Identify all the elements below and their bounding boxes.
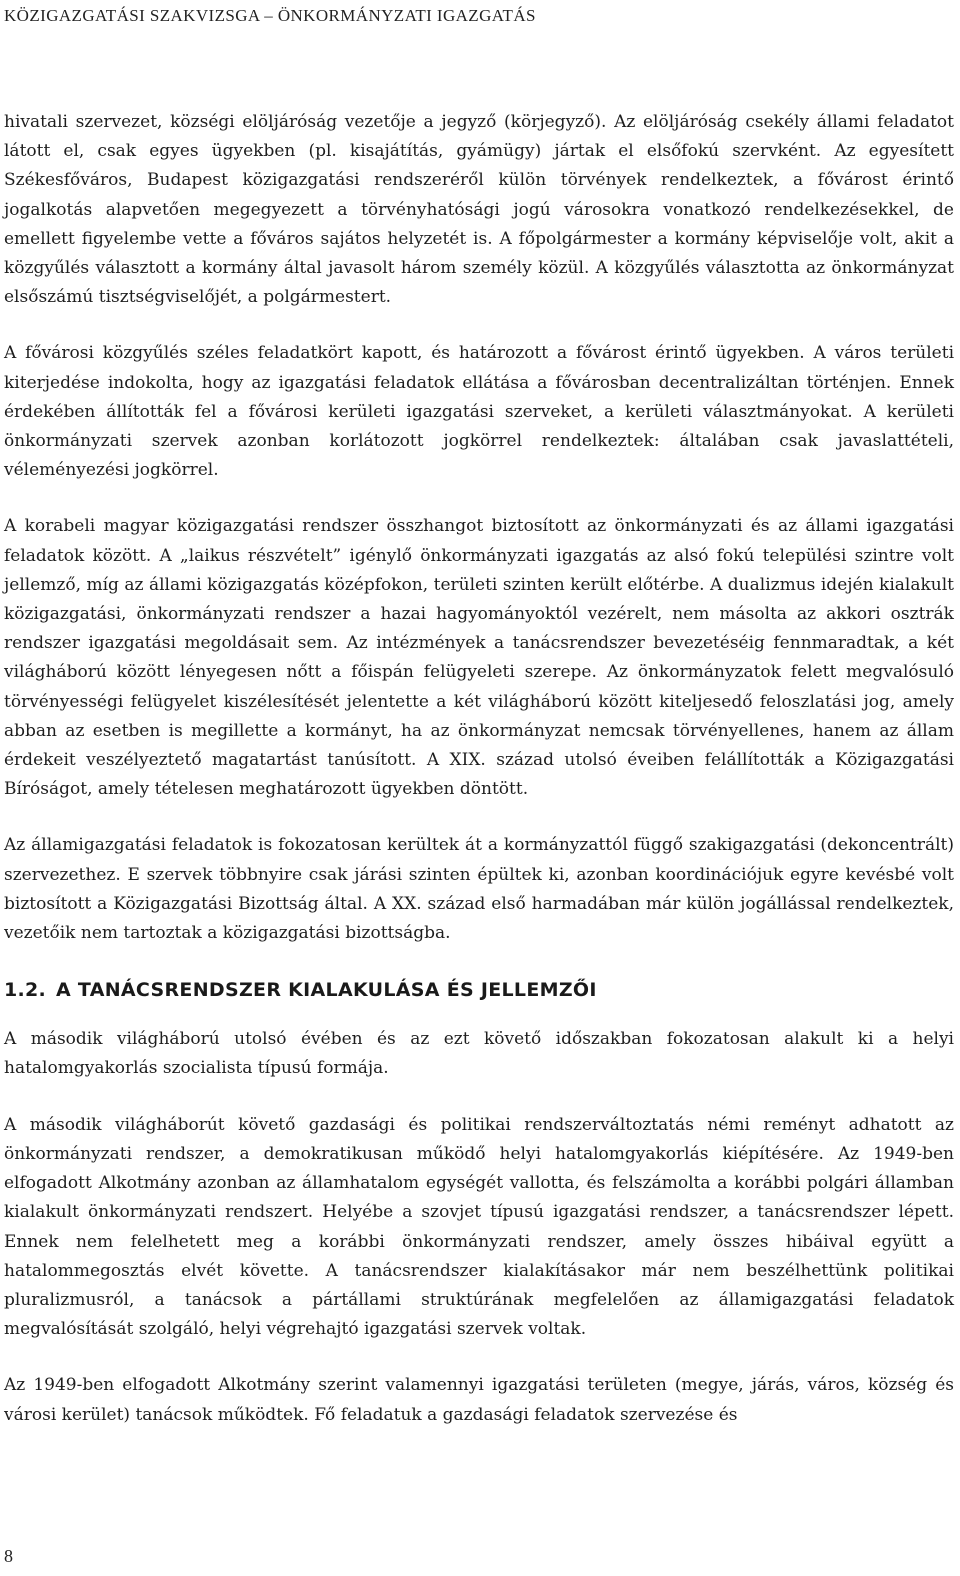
paragraph: hivatali szervezet, községi elöljáróság vezetője a jegyző (körjegyző). Az elöljáróság csekély állami feladatot látott el, csak egyes ügyekben (pl. kisajátítás, gyámügy) jártak el elsőfokú szervként. Az egyesített Székesfőváros, Budapest közigazgatási rendszeréről külön törvények rendelkeztek, a fővárost érintő jogalkotás alapvetően megegyezett a törvényhatósági jogú városokra vonatkozó rendelkezésekkel, de emellett figyelembe vette a főváros sajátos helyzetét is. A főpolgármester a kormány képviselője volt, akit a közgyűlés választott a kormány által javasolt három személy közül. A közgyűlés választotta az önkormányzat elsőszámú tisztségviselőjét, a polgármestert. (4, 112, 954, 308)
paragraph: A korabeli magyar közigazgatási rendszer összhangot biztosított az önkormányzati és az állami igazgatási feladatok között. A „laikus részvételt” igénylő önkormányzati igazgatás az alsó fokú települési szintre volt jellemző, míg az állami közigazgatás középfokon, területi szinten került előtérbe. A dualizmus idején kialakult közigazgatási, önkormányzati rendszer a hazai hagyományoktól vezérelt, nem másolta az akkori osztrák rendszer igazgatási megoldásait sem. Az intézmények a tanácsrendszer bevezetéséig fennmaradtak, a két világháború között lényegesen nőtt a főispán felügyeleti szerepe. Az önkormányzatok felett megvalósuló törvényességi felügyelet kiszélesítését jelentette a két világháború között kiteljesedő feloszlatási jog, amely abban az esetben is megillette a kormányt, ha az önkormányzat nemcsak törvényellenes, hanem az állam érdekeit veszélyeztető magatartást tanúsított. A XIX. század utolsó éveiben felállították a Közigazgatási Bíróságot, amely tételesen meghatározott ügyekben döntött. (4, 516, 954, 800)
paragraph: A második világháború utolsó évében és az ezt követő időszakban fokozatosan alakult ki a helyi hatalomgyakorlás szocialista típusú formája. (4, 1029, 954, 1079)
paragraph: Az államigazgatási feladatok is fokozatosan kerültek át a kormányzattól függő szakigazgatási (dekoncentrált) szervezethez. E szervek többnyire csak járási szinten épültek ki, azonban koordinációjuk egyre kevésbé volt biztosított a Közigazgatási Bizottság által. A XX. század első harmadában már külön jogállással rendelkeztek, vezetőik nem tartoztak a közigazgatási bizottságba. (4, 835, 954, 944)
section-heading (4, 975, 954, 1005)
section-number: 1.2. (4, 979, 47, 1002)
page-number: 8 (4, 1546, 13, 1566)
paragraph: A második világháborút követő gazdasági és politikai rendszerváltoztatás némi reményt adhatott az önkormányzati rendszer, a demokratikusan működő helyi hatalomgyakorlás kiépítésére. Az 1949-ben elfogadott Alkotmány azonban az államhatalom egységét vallotta, és felszámolta a korábbi polgári államban kialakult önkormányzati rendszert. Helyébe a szovjet típusú igazgatási rendszer, a tanácsrendszer lépett. Ennek nem felelhetett meg a korábbi önkormányzati rendszer, amely összes hibáival együtt a hatalommegosztás elvét követte. A tanácsrendszer kialakításakor már nem beszélhettünk politikai pluralizmusról, a tanácsok a pártállami struktúrának megfelelően az államigazgatási feladatok megvalósítását szolgáló, helyi végrehajtó igazgatási szervek voltak. (4, 1114, 954, 1340)
section-title: A TANÁCSRENDSZER KIALAKULÁSA ÉS JELLEMZŐI (56, 979, 597, 1002)
body-text (4, 108, 954, 1457)
paragraph: Az 1949-ben elfogadott Alkotmány szerint valamennyi igazgatási területen (megye, járás, város, község és városi kerület) tanácsok működtek. Fő feladatuk a gazdasági feladatok szervezése és (4, 1375, 954, 1425)
paragraph: A fővárosi közgyűlés széles feladatkört kapott, és határozott a fővárost érintő ügyekben. A város területi kiterjedése indokolta, hogy az igazgatási feladatok ellátása a fővárosban decentralizáltan történjen. Ennek érdekében állították fel a fővárosi kerületi igazgatási szerveket, a kerületi választmányokat. A kerületi önkormányzati szervek azonban korlátozott jogkörrel rendelkeztek: általában csak javaslattételi, véleményezési jogkörrel. (4, 343, 954, 481)
running-header: KÖZIGAZGATÁSI SZAKVIZSGA – ÖNKORMÁNYZATI IGAZGATÁS (4, 6, 536, 25)
